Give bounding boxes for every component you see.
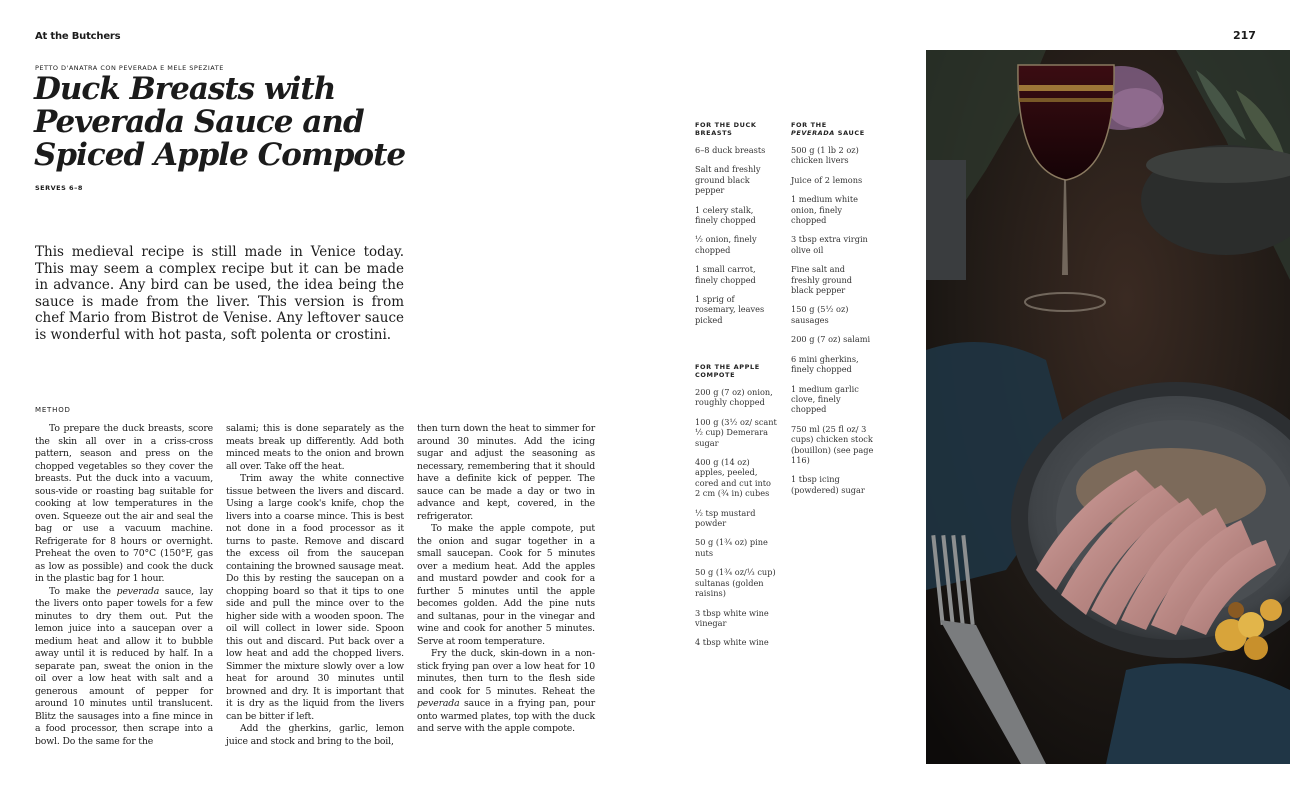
ingredient-item: 500 g (1 lb 2 oz) chicken livers: [791, 145, 859, 166]
ingredient-item: 1 celery stalk, finely chopped: [695, 204, 756, 226]
method-column-1: [35, 423, 213, 748]
section-title: At the Butchers: [35, 31, 121, 42]
italian-title: PETTO D'ANATRA CON PEVERADA E MELE SPEZIATE: [35, 64, 224, 72]
ingredient-item: Juice of 2 lemons: [791, 174, 863, 185]
method-paragraph: Add the gherkins, garlic, lemon juice and stock and bring to the boil,: [226, 723, 404, 747]
ingredient-item: Fine salt and freshly ground black pepper: [791, 264, 852, 296]
method-column-3: [417, 423, 595, 736]
method-paragraph: Trim away the white connective tissue between the livers and discard. Using a large cook's knife, chop the livers into a coarse mince. This is best not done in a food processor as it turns to paste. Remove and discard the excess oil from the saucepan containing the browned sausage meat. Do this by resting the saucepan on a chopping board so that it tips to one side and pull the mince over to the higher side with a wooden spoon. The oil will collect in lower side. Spoon this out and discard. Put back over a low heat and add the chopped livers. Simmer the mixture slowly over a low heat for around 30 minutes until browned and dry. It is important that it is dry as the liquid from the livers can be bitter if left.: [226, 473, 404, 722]
ingredient-item: 1 medium garlic clove, finely chopped: [791, 383, 859, 415]
method-paragraph: To make the peverada sauce, lay the livers onto paper towels for a few minutes to dry them out. Put the lemon juice into a saucepan over a medium heat and allow it to bubble away until it is reduced by half. In a separate pan, sweat the onion in the oil over a low heat with salt and a generous amount of pepper for around 10 minutes until translucent. Blitz the sausages into a fine mince in a food processor, then scrape into a bowl. Do the same for the: [35, 585, 213, 747]
ingredient-heading: FOR THE PEVERADA SAUCE: [791, 121, 865, 137]
ingredient-item: 200 g (7 oz) onion, roughly chopped: [695, 387, 773, 408]
method-paragraph: Fry the duck, skin-down in a non-stick frying pan over a low heat for 10 minutes, then turn to the flesh side and cook for 5 minutes. Reheat the peverada sauce in a frying pan, pour onto warmed plates, top with the duck and serve with the apple compote.: [417, 648, 595, 734]
ingredient-item: Salt and freshly ground black pepper: [695, 164, 761, 196]
ingredient-item: 1 tbsp icing (powdered) sugar: [791, 474, 865, 495]
ingredients-peverada: [791, 122, 875, 504]
ingredient-item: 750 ml (25 fl oz/ 3 cups) chicken stock (bouillon) (see page 116): [791, 423, 874, 465]
ingredient-item: 6–8 duck breasts: [695, 145, 766, 155]
method-paragraph: then turn down the heat to simmer for around 30 minutes. Add the icing sugar and adjust the seasoning as necessary, remembering that it should have a definite kick of pepper. The sauce can be made a day or two in advance and kept, covered, in the refrigerator.: [417, 423, 595, 522]
page-number: 217: [1233, 29, 1256, 42]
ingredient-item: 4 tbsp white wine: [695, 637, 769, 648]
recipe-intro: This medieval recipe is still made in Venice today. This may seem a complex recipe but it can be made in advance. Any bird can be used, the idea being the sauce is made from the liver. This version is from chef Mario from Bistrot de Venise. Any leftover sauce is wonderful with hot pasta, soft polenta or crostini.: [35, 244, 404, 343]
method-column-2: [226, 423, 404, 748]
ingredient-item: ½ tsp mustard powder: [695, 507, 756, 529]
ingredient-item: 150 g (5½ oz) sausages: [791, 304, 849, 325]
recipe-title: Duck Breasts with Peverada Sauce and Spiced Apple Compote: [34, 71, 406, 173]
ingredient-item: 50 g (1¾ oz/⅓ cup) sultanas (golden raisins): [695, 567, 776, 599]
ingredient-item: 200 g (7 oz) salami: [791, 334, 871, 345]
method-paragraph: salami; this is done separately as the meats break up differently. Add both minced meats to the onion and brown all over. Take off the heat.: [226, 423, 404, 472]
method-paragraph: To make the apple compote, put the onion and sugar together in a small saucepan. Cook for 5 minutes over a medium heat. Add the apples and mustard powder and cook for a further 5 minutes until the apple becomes golden. Add the pine nuts and sultanas, pour in the vinegar and wine and cook for another 5 minutes. Serve at room temperature.: [417, 523, 595, 647]
method-paragraph: To prepare the duck breasts, score the skin all over in a criss-cross pattern, season and press on the chopped vegetables so they cover the breasts. Put the duck into a vacuum, sous-vide or roasting bag suitable for cooking at low temperatures in the oven. Squeeze out the air and seal the bag or use a vacuum machine. Refrigerate for 8 hours or overnight. Preheat the oven to 70°C (150°F, gas as low as possible) and cook the duck in the plastic bag for 1 hour.: [35, 423, 213, 584]
method-label: METHOD: [35, 406, 71, 414]
ingredient-item: 3 tbsp extra virgin olive oil: [791, 234, 868, 255]
ingredient-item: 400 g (14 oz) apples, peeled, cored and cut into 2 cm (¾ in) cubes: [695, 457, 771, 499]
serves: SERVES 6–8: [35, 184, 83, 192]
ingredient-heading: FOR THE APPLE COMPOTE: [695, 363, 760, 379]
ingredient-item: 1 small carrot, finely chopped: [695, 264, 756, 285]
ingredient-item: 3 tbsp white wine vinegar: [695, 607, 769, 628]
ingredients-duck: [695, 122, 777, 334]
ingredient-heading: FOR THE DUCK BREASTS: [695, 121, 757, 137]
ingredients-apple: [695, 364, 777, 657]
food-photo: [926, 50, 1290, 764]
ingredient-item: 6 mini gherkins, finely chopped: [791, 353, 859, 375]
ingredient-item: 1 sprig of rosemary, leaves picked: [695, 294, 765, 325]
ingredient-item: 100 g (3½ oz/ scant ½ cup) Demerara sugar: [695, 416, 777, 448]
ingredient-item: 1 medium white onion, finely chopped: [791, 194, 858, 226]
ingredient-item: ½ onion, finely chopped: [695, 234, 757, 255]
ingredient-item: 50 g (1¾ oz) pine nuts: [695, 537, 768, 558]
